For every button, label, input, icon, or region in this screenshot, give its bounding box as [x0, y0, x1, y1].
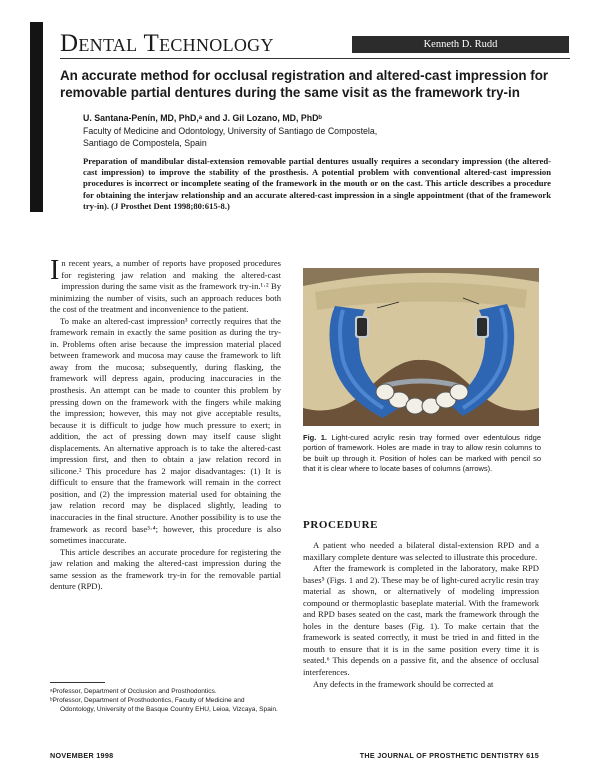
section-title: Dental Technology: [60, 30, 274, 57]
author-tag: Kenneth D. Rudd: [352, 36, 569, 53]
intro-paragraph-2: To make an altered-cast impression³ correctly requires that the framework remain in exactly the same position as during the try-in. Problems often arise because the impression material placed between framework and mucosa may cause the framework to lift away from the mucosa; subsequently, during flasking, the framework will depress again, producing inaccuracies in the prosthesis. An attempt can be made to counter this problem by pressing down on the framework with the fingers while making the impression; however, this may not give acceptable results, because it is difficult to judge how much pressure to exert; in addition, the act of pressing down may itself cause slight displacements. An alternative approach is to take the altered-cast impression first, and then to obtain a jaw relation record in silicone.² This procedure has 2 major disadvantages: (1) It is difficult to ensure that the framework will remain in the correct position, and (2) the impression material used for obtaining the jaw relation record may be displaced slightly, leading to inaccuracies in the final structure. Another possibility is to use the framework as record base³·⁴; however, this procedure is also sometimes inaccurate.: [50, 315, 281, 546]
footer-journal-page: THE JOURNAL OF PROSTHETIC DENTISTRY 615: [359, 751, 539, 760]
figure-1-photo: [303, 268, 539, 426]
affiliation-line-1: Faculty of Medicine and Odontology, University of Santiago de Compostela,: [83, 125, 378, 136]
author-names: U. Santana-Penín, MD, PhD,ᵃ and J. Gil Lozano, MD, PhDᵇ: [83, 113, 322, 123]
drop-cap: I: [50, 255, 60, 286]
footer-date: NOVEMBER 1998: [50, 751, 114, 760]
procedure-heading: PROCEDURE: [303, 519, 379, 531]
figure-1-caption-text: Light-cured acrylic resin tray formed over edentulous ridge portion of framework. Holes are made in tray to allow resin columns to be built up through it. Position of holes can be marked with pencil so that it is clear where to locate bases of columns (arrows).: [303, 433, 541, 474]
procedure-paragraph-3: Any defects in the framework should be corrected at: [313, 678, 494, 689]
footnote-rule: [50, 682, 105, 683]
article-title: An accurate method for occlusal registration and altered-cast impression for removable partial dentures during the same visit as the framework try-in: [60, 68, 549, 100]
right-column: [303, 540, 539, 690]
figure-1-caption: [303, 433, 541, 475]
abstract: Preparation of mandibular distal-extension removable partial dentures usually requires a secondary impression (the altered-cast impression) to improve the stability of the prosthesis. A potential problem with conventional altered-cast impression procedures is incorrect or incomplete seating of the framework in the mouth or on the cast. This article describes a procedure for obtaining the interjaw relationship and an accurate altered-cast impression in a single appointment (that of the framework try-in). (J Prosthet Dent 1998;80:615-8.): [83, 156, 551, 211]
procedure-paragraph-1: A patient who needed a bilateral distal-extension RPD and a maxillary complete denture was selected to illustrate this procedure.: [303, 540, 539, 562]
author-block: [83, 112, 563, 150]
title-rule: [60, 58, 570, 59]
left-column: [50, 255, 281, 593]
footnote-b: ᵇProfessor, Department of Prosthodontics, Faculty of Medicine and Odontology, University of the Basque Country EHU, Leioa, Vizcaya, Spain.: [50, 697, 278, 714]
intro-paragraph-1: [50, 255, 281, 316]
figure-1-label: Fig. 1.: [303, 433, 327, 442]
intro-paragraph-3: This article describes an accurate procedure for registering the jaw relation and making the altered-cast impression during the same session as the framework try-in for the removable partial denture (RPD).: [50, 546, 281, 592]
dental-cast-illustration: [303, 268, 539, 426]
footnotes: [50, 687, 281, 715]
footnote-a: ᵃProfessor, Department of Occlusion and Prosthodontics.: [50, 688, 217, 695]
procedure-paragraph-2: After the framework is completed in the laboratory, make RPD bases⁵ (Figs. 1 and 2). These may be of light-cured acrylic resin tray material as shown, or alternatively of modeling impression compound or thermoplastic baseplate material. With the framework and RPD bases seated on the cast, mark the framework through the holes in the denture bases (Fig. 1). To make certain that the framework is seated correctly, it must be tried in and fitted in the mouth to ensure that it is in the same position every time it is seated.⁶ This depends on a passive fit, and the absence of occlusal interferences.: [303, 563, 539, 678]
section-sidebar-bar: [30, 22, 43, 212]
intro-paragraph-1-text: n recent years, a number of reports have proposed procedures for registering jaw relation and making the altered-cast impression during the same visit as the framework try-in.¹·² By minimizing the number of visits, such an approach reduces both the cost of the treatment and inconvenience to the patient.: [50, 258, 281, 315]
affiliation-line-2: Santiago de Compostela, Spain: [83, 138, 207, 148]
